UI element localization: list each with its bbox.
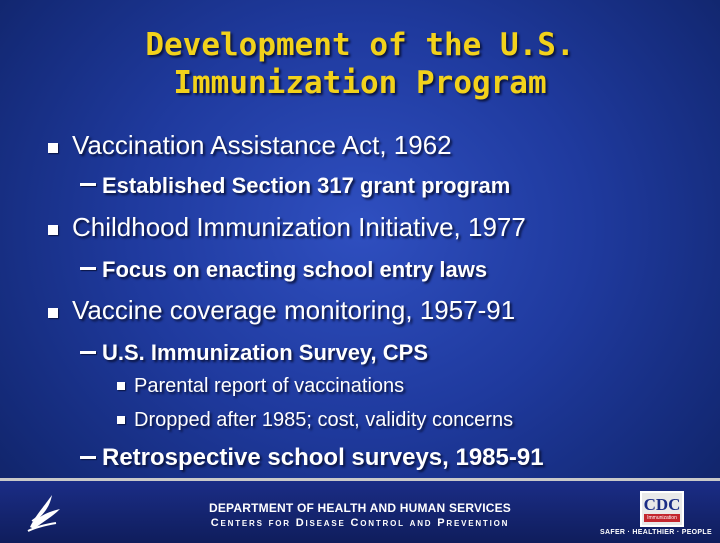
dash-bullet-icon [80, 183, 96, 186]
department-name: DEPARTMENT OF HEALTH AND HUMAN SERVICES [208, 501, 512, 515]
bullet-3-sub-1-item-2: Dropped after 1985; cost, validity concerns [134, 409, 514, 431]
footer-bar [0, 478, 720, 543]
square-bullet-icon [48, 225, 58, 235]
bullet-1: Vaccination Assistance Act, 1962 [72, 130, 452, 160]
dash-bullet-icon [80, 351, 96, 354]
square-bullet-icon [48, 143, 58, 153]
cdc-logo-letters: CDC [643, 495, 681, 514]
dash-bullet-icon [80, 267, 96, 270]
bullet-3-sub-1: U.S. Immunization Survey, CPS [102, 340, 428, 365]
bullet-3-sub-2: Retrospective school surveys, 1985-91 [102, 444, 544, 471]
dash-bullet-icon [80, 456, 96, 459]
bullet-3-sub-1-item-1: Parental report of vaccinations [134, 375, 405, 397]
cdc-logo-band: Immunization [644, 514, 680, 522]
cdc-logo [640, 491, 684, 527]
slide-title-line-2: Immunization Program [173, 65, 547, 101]
bullet-1-sub-1: Established Section 317 grant program [102, 173, 511, 198]
slide-title [0, 26, 720, 102]
square-bullet-icon [48, 308, 58, 318]
slide-title-line-1: Development of the U.S. [145, 27, 575, 63]
square-bullet-icon [117, 416, 125, 424]
bullet-3: Vaccine coverage monitoring, 1957-91 [72, 295, 516, 325]
bullet-2: Childhood Immunization Initiative, 1977 [72, 212, 526, 242]
square-bullet-icon [117, 382, 125, 390]
cdc-tagline: SAFER · HEALTHIER · PEOPLE [600, 529, 712, 536]
centers-name: Centers for Disease Control and Prevention [210, 517, 510, 529]
bullet-2-sub-1: Focus on enacting school entry laws [102, 257, 488, 282]
